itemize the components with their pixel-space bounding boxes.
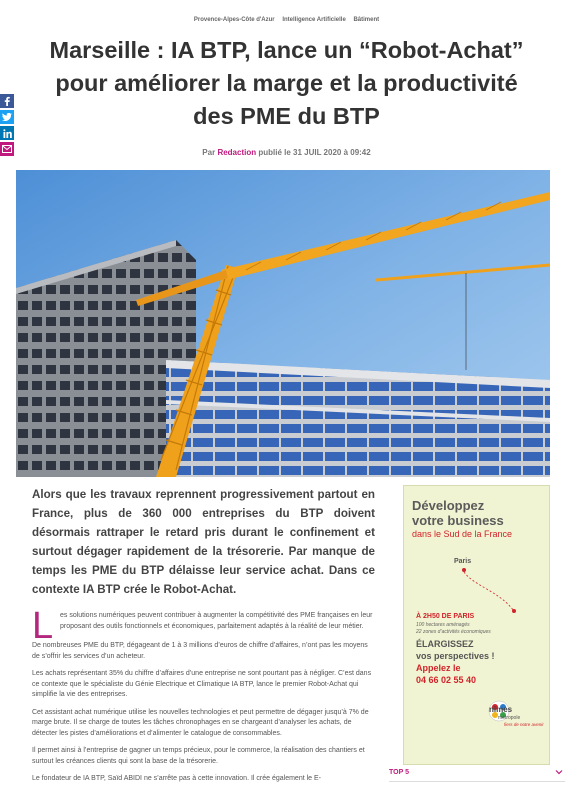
category-link[interactable]: Bâtiment [353,17,380,23]
ad-cta: ÉLARGISSEZ [416,639,474,649]
article-byline [0,148,573,157]
paragraph: Il permet ainsi à l’entreprise de gagner un temps précieux, pour le commerce, la réalisation des chantiers et surtout les créances clients qui sont la base de la trésorerie. [32,747,365,765]
paragraph: Cet assistant achat numérique utilise les nouvelles technologies et peut permettre de dégager jusqu’à 7% de marge brute. Il se charge de toutes les tâches chronophages en se chargeant d’analyser les achats, de détecter les pistes d’améliorations et d’alimenter le catalogue de consommables. [32,708,369,737]
first-paragraph [32,605,375,647]
ad-headline: Développez [412,498,485,513]
ad-distance: À 2H50 DE PARIS [416,613,475,620]
drop-cap: L [32,605,54,647]
ad-cta: vos perspectives ! [416,651,495,661]
ad-detail: 100 hectares aménagés [416,622,470,628]
paragraph: De nombreuses PME du BTP, dégageant de 1 à 3 millions d’euros de chiffre d’affaires, n’ont pas les moyens de s’offrir les services d’un acheteur. [32,642,368,660]
ad-logo-sub: métropole [498,715,521,721]
ad-map-city: Paris [454,558,472,565]
publish-date: publié le 31 JUIL 2020 à 09:42 [258,148,371,157]
facebook-icon [3,96,11,106]
linkedin-icon [3,129,12,138]
ad-logo-tagline: fiers de notre avenir [504,722,544,727]
ad-subheadline: dans le Sud de la France [412,529,513,539]
twitter-share-button[interactable] [0,110,14,124]
category-link[interactable]: Intelligence Artificielle [282,17,346,23]
linkedin-share-button[interactable] [0,126,14,140]
ad-cta: Appelez le [416,663,461,673]
ad-phone: 04 66 02 55 40 [416,675,477,685]
top5-label: TOP 5 [389,769,409,776]
sidebar-advertisement[interactable] [403,485,550,765]
article-body [32,605,375,792]
top5-widget[interactable] [389,767,565,782]
article-title: Marseille : IA BTP, lance un “Robot-Achat” pour améliorer la marge et la productivité des PME du BTP [49,37,524,129]
ad-detail: 22 zones d’activités économiques [416,629,491,635]
paragraph: Le fondateur de IA BTP, Saïd ABIDI ne s’arrête pas à cette innovation. Il crée également le E- [32,775,321,782]
byline-prefix: Par [202,148,216,157]
ad-headline-2: votre business [412,513,504,528]
category-breadcrumb [0,17,573,23]
paragraph: Les achats représentant 35% du chiffre d’affaires d’une entreprise ne sont pourtant pas à négliger. C’est dans ce contexte que le spécialiste du Génie Electrique et Climatique IA BTP, lance le premier Robot-Achat qui simplifie la vie des entreprises. [32,670,372,698]
paragraph: es solutions numériques peuvent contribuer à augmenter la compétitivité des PME françaises en leur proposant des outils fonctionnels et économiques, parfaitement adaptés à la réalité de leur métier. [60,612,373,630]
chevron-down-icon[interactable] [555,768,563,776]
article-lead: Alors que les travaux reprennent progressivement partout en France, plus de 360 000 entreprises du BTP doivent désormais rattraper le retard pris durant le confinement et surtout dégager rapidement de la trésorerie. Par manque de temps les PME du BTP délaisse leur service achat. Dans ce contexte IA BTP crée le Robot-Achat. [32,488,375,596]
hero-image [16,170,550,477]
twitter-icon [2,113,12,121]
facebook-share-button[interactable] [0,94,14,108]
category-link[interactable]: Provence-Alpes-Côte d'Azur [193,17,275,23]
author-link[interactable]: Redaction [217,148,257,157]
ad-logo-text: nîmes [489,705,513,714]
